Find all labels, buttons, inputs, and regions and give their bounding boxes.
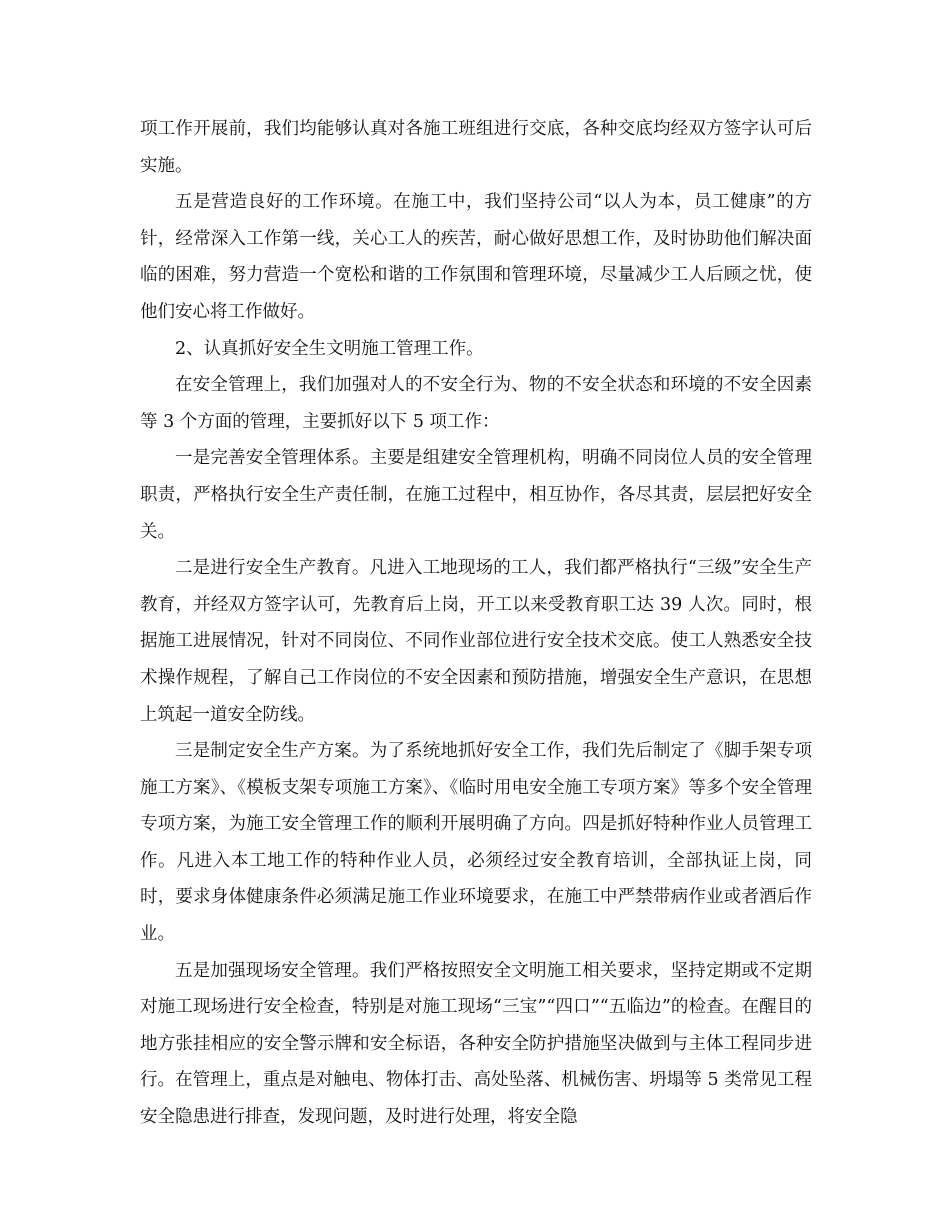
paragraph-4: 在安全管理上，我们加强对人的不安全行为、物的不安全状态和环境的不安全因素等 3 个方面的管理，主要抓好以下 5 项工作： [140, 375, 812, 432]
paragraph-1: 项工作开展前，我们均能够认真对各施工班组进行交底，各种交底均经双方签字认可后实施。 [140, 119, 812, 176]
paragraph-3: 2、认真抓好安全生文明施工管理工作。 [175, 338, 484, 359]
document-body [140, 111, 812, 1136]
paragraph-2: 五是营造良好的工作环境。在施工中，我们坚持公司“以人为本，员工健康”的方针，经常深入工作第一线，关心工人的疾苦，耐心做好思想工作，及时协助他们解决面临的困难，努力营造一个宽松和谐的工作氛围和管理环境，尽量减少工人后顾之忧，使他们安心将工作做好。 [140, 192, 812, 322]
paragraph-7: 三是制定安全生产方案。为了系统地抓好安全工作，我们先后制定了《脚手架专项施工方案》、《模板支架专项施工方案》、《临时用电安全施工专项方案》等多个安全管理专项方案，为施工安全管理工作的顺利开展明确了方向。四是抓好特种作业人员管理工作。凡进入本工地工作的特种作业人员，必须经过安全教育培训，全部执证上岗，同时，要求身体健康条件必须满足施工作业环境要求，在施工中严禁带病作业或者酒后作业。 [140, 741, 812, 945]
paragraph-8: 五是加强现场安全管理。我们严格按照安全文明施工相关要求，坚持定期或不定期对施工现场进行安全检查，特别是对施工现场“三宝”“四口”“五临边”的检查。在醒目的地方张挂相应的安全警示牌和安全标语，各种安全防护措施坚决做到与主体工程同步进行。在管理上，重点是对触电、物体打击、高处坠落、机械伤害、坍塌等 5 类常见工程安全隐患进行排查，发现问题，及时进行处理，将安全隐 [140, 960, 812, 1128]
paragraph-5: 一是完善安全管理体系。主要是组建安全管理机构，明确不同岗位人员的安全管理职责，严格执行安全生产责任制，在施工过程中，相互协作，各尽其责，层层把好安全关。 [140, 448, 812, 542]
paragraph-6: 二是进行安全生产教育。凡进入工地现场的工人，我们都严格执行“三级”安全生产教育，并经双方签字认可，先教育后上岗，开工以来受教育职工达 39 人次。同时，根据施工进展情况，针对不同岗位、不同作业部位进行安全技术交底。使工人熟悉安全技术操作规程，了解自己工作岗位的不安全因素和预防措施，增强安全生产意识，在思想上筑起一道安全防线。 [140, 558, 812, 725]
